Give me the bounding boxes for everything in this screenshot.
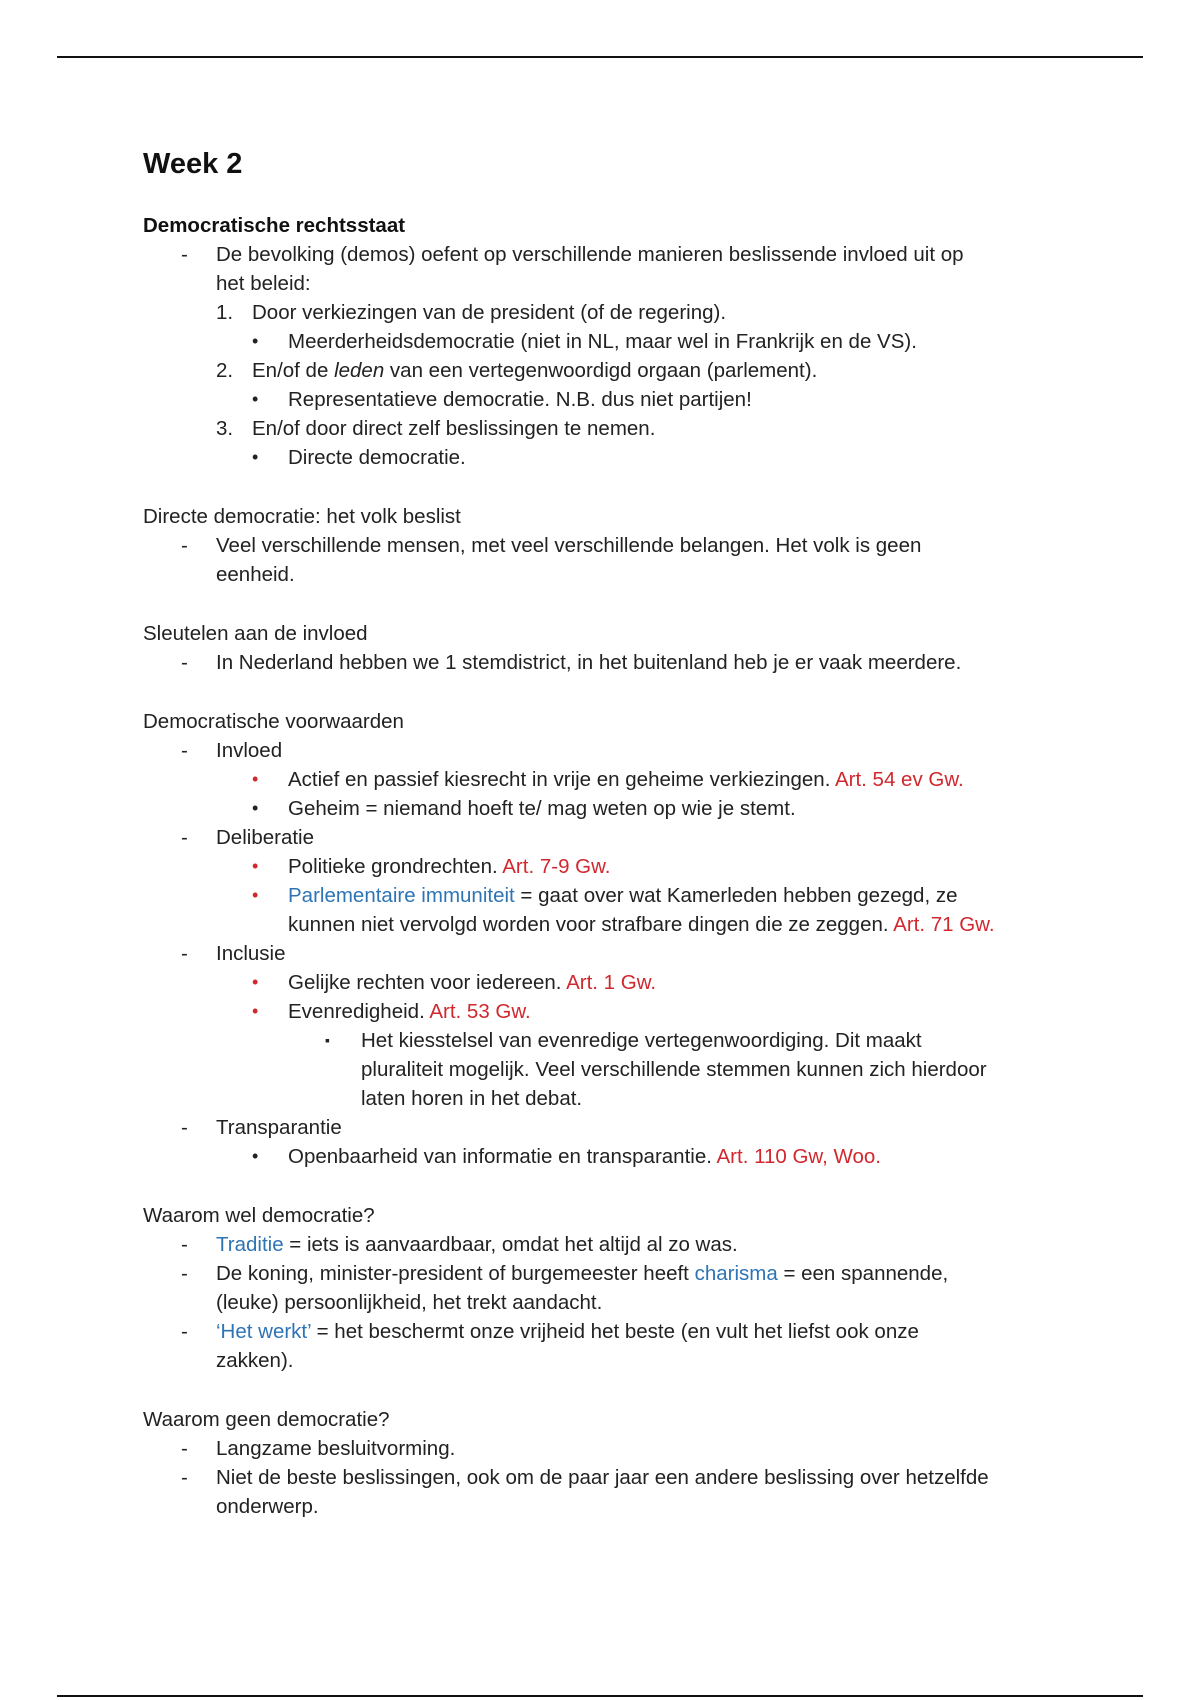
list-item: - In Nederland hebben we 1 stemdistrict, in het buitenland heb je er vaak meerdere.	[143, 648, 1073, 677]
bullet-marker: •	[252, 1001, 259, 1021]
number-marker: 2.	[216, 359, 234, 382]
list-item: - Langzame besluitvorming.	[143, 1434, 1073, 1463]
bullet-marker: •	[252, 331, 259, 351]
bullet-item: • Evenredigheid. Art. 53 Gw.	[143, 997, 1073, 1026]
article-reference: Art. 7-9 Gw.	[502, 855, 611, 878]
bullet-marker: •	[252, 769, 259, 789]
section-sleutelen	[143, 619, 1073, 677]
article-reference: Art. 54 ev Gw.	[834, 768, 964, 791]
section-heading: Democratische rechtsstaat	[143, 214, 406, 237]
list-item: - ‘Het werkt’ = het beschermt onze vrijheid het beste (en vult het liefst ook onze	[143, 1317, 1073, 1346]
article-reference: Art. 110 Gw, Woo.	[716, 1145, 881, 1168]
bullet-item: • Politieke grondrechten. Art. 7-9 Gw.	[143, 852, 1073, 881]
page-title: Week 2	[143, 148, 243, 180]
key-term: charisma	[694, 1262, 778, 1285]
list-item-continuation: het beleid:	[216, 272, 311, 295]
bullet-item: • Actief en passief kiesrecht in vrije en geheime verkiezingen. Art. 54 ev Gw.	[143, 765, 1073, 794]
square-bullet-continuation: pluraliteit mogelijk. Veel verschillende stemmen kunnen zich hierdoor	[361, 1058, 987, 1081]
bullet-item: • Openbaarheid van informatie en transparantie. Art. 110 Gw, Woo.	[143, 1142, 1073, 1171]
list-item: - De koning, minister-president of burgemeester heeft charisma = een spannende,	[143, 1259, 1073, 1288]
numbered-item: 3. En/of door direct zelf beslissingen te nemen.	[143, 414, 1073, 443]
list-item: - Inclusie	[143, 939, 1073, 968]
dash-marker: -	[181, 1320, 188, 1343]
article-reference: Art. 1 Gw.	[566, 971, 657, 994]
bullet-marker: •	[252, 389, 259, 409]
header-rule	[57, 56, 1143, 58]
bullet-item: • Geheim = niemand hoeft te/ mag weten op wie je stemt.	[143, 794, 1073, 823]
dash-marker: -	[181, 1262, 188, 1285]
section-directe-democratie	[143, 502, 1073, 589]
dash-marker: -	[181, 826, 188, 849]
numbered-item: 1. Door verkiezingen van de president (of de regering).	[143, 298, 1073, 327]
section-heading: Sleutelen aan de invloed	[143, 622, 368, 645]
section-democratische-rechtsstaat	[143, 211, 1073, 472]
list-item-continuation: onderwerp.	[216, 1495, 319, 1518]
number-marker: 1.	[216, 301, 234, 324]
list-item-continuation: eenheid.	[216, 563, 295, 586]
bullet-marker: •	[252, 798, 259, 818]
section-democratische-voorwaarden	[143, 707, 1073, 1171]
bullet-item: • Gelijke rechten voor iedereen. Art. 1 Gw.	[143, 968, 1073, 997]
dash-marker: -	[181, 942, 188, 965]
dash-marker: -	[181, 1233, 188, 1256]
dash-marker: -	[181, 243, 188, 266]
key-term: Parlementaire immuniteit	[288, 884, 515, 907]
dash-marker: -	[181, 651, 188, 674]
key-term: ‘Het werkt’	[216, 1320, 311, 1343]
article-reference: Art. 53 Gw.	[429, 1000, 531, 1023]
bullet-marker: •	[252, 856, 259, 876]
numbered-item: 2. En/of de leden van een vertegenwoordigd orgaan (parlement).	[143, 356, 1073, 385]
article-reference: Art. 71 Gw.	[893, 913, 995, 936]
list-item: - Deliberatie	[143, 823, 1073, 852]
section-heading: Waarom wel democratie?	[143, 1204, 375, 1227]
number-marker: 3.	[216, 417, 234, 440]
list-item: - Invloed	[143, 736, 1073, 765]
square-bullet-item: ▪ Het kiesstelsel van evenredige vertegenwoordiging. Dit maakt	[143, 1026, 1073, 1055]
list-item: - Niet de beste beslissingen, ook om de paar jaar een andere beslissing over hetzelfde	[143, 1463, 1073, 1492]
bullet-marker: •	[252, 885, 259, 905]
document-body	[143, 145, 1073, 1521]
list-item: - Veel verschillende mensen, met veel verschillende belangen. Het volk is geen	[143, 531, 1073, 560]
list-item: - Transparantie	[143, 1113, 1073, 1142]
section-waarom-geen	[143, 1405, 1073, 1521]
section-heading: Democratische voorwaarden	[143, 710, 404, 733]
list-item: - Traditie = iets is aanvaardbaar, omdat het altijd al zo was.	[143, 1230, 1073, 1259]
dash-marker: -	[181, 1437, 188, 1460]
dash-marker: -	[181, 1466, 188, 1489]
section-heading: Directe democratie: het volk beslist	[143, 505, 461, 528]
key-term: Traditie	[216, 1233, 284, 1256]
bullet-item: • Meerderheidsdemocratie (niet in NL, maar wel in Frankrijk en de VS).	[143, 327, 1073, 356]
bullet-item: • Parlementaire immuniteit = gaat over wat Kamerleden hebben gezegd, ze	[143, 881, 1073, 910]
bullet-marker: •	[252, 447, 259, 467]
square-bullet-continuation: laten horen in het debat.	[361, 1087, 583, 1110]
bullet-item-continuation: kunnen niet vervolgd worden voor strafbare dingen die ze zeggen. Art. 71 Gw.	[288, 913, 995, 936]
list-item: - De bevolking (demos) oefent op verschillende manieren beslissende invloed uit op	[143, 240, 1073, 269]
dash-marker: -	[181, 739, 188, 762]
list-item-continuation: zakken).	[216, 1349, 294, 1372]
bullet-marker: •	[252, 972, 259, 992]
dash-marker: -	[181, 1116, 188, 1139]
section-waarom-wel	[143, 1201, 1073, 1375]
bullet-item: • Directe democratie.	[143, 443, 1073, 472]
bullet-marker: •	[252, 1146, 259, 1166]
list-item-continuation: (leuke) persoonlijkheid, het trekt aandacht.	[216, 1291, 603, 1314]
footer-rule	[57, 1695, 1143, 1697]
bullet-item: • Representatieve democratie. N.B. dus niet partijen!	[143, 385, 1073, 414]
section-heading: Waarom geen democratie?	[143, 1408, 390, 1431]
square-bullet-marker: ▪	[325, 1032, 330, 1048]
dash-marker: -	[181, 534, 188, 557]
